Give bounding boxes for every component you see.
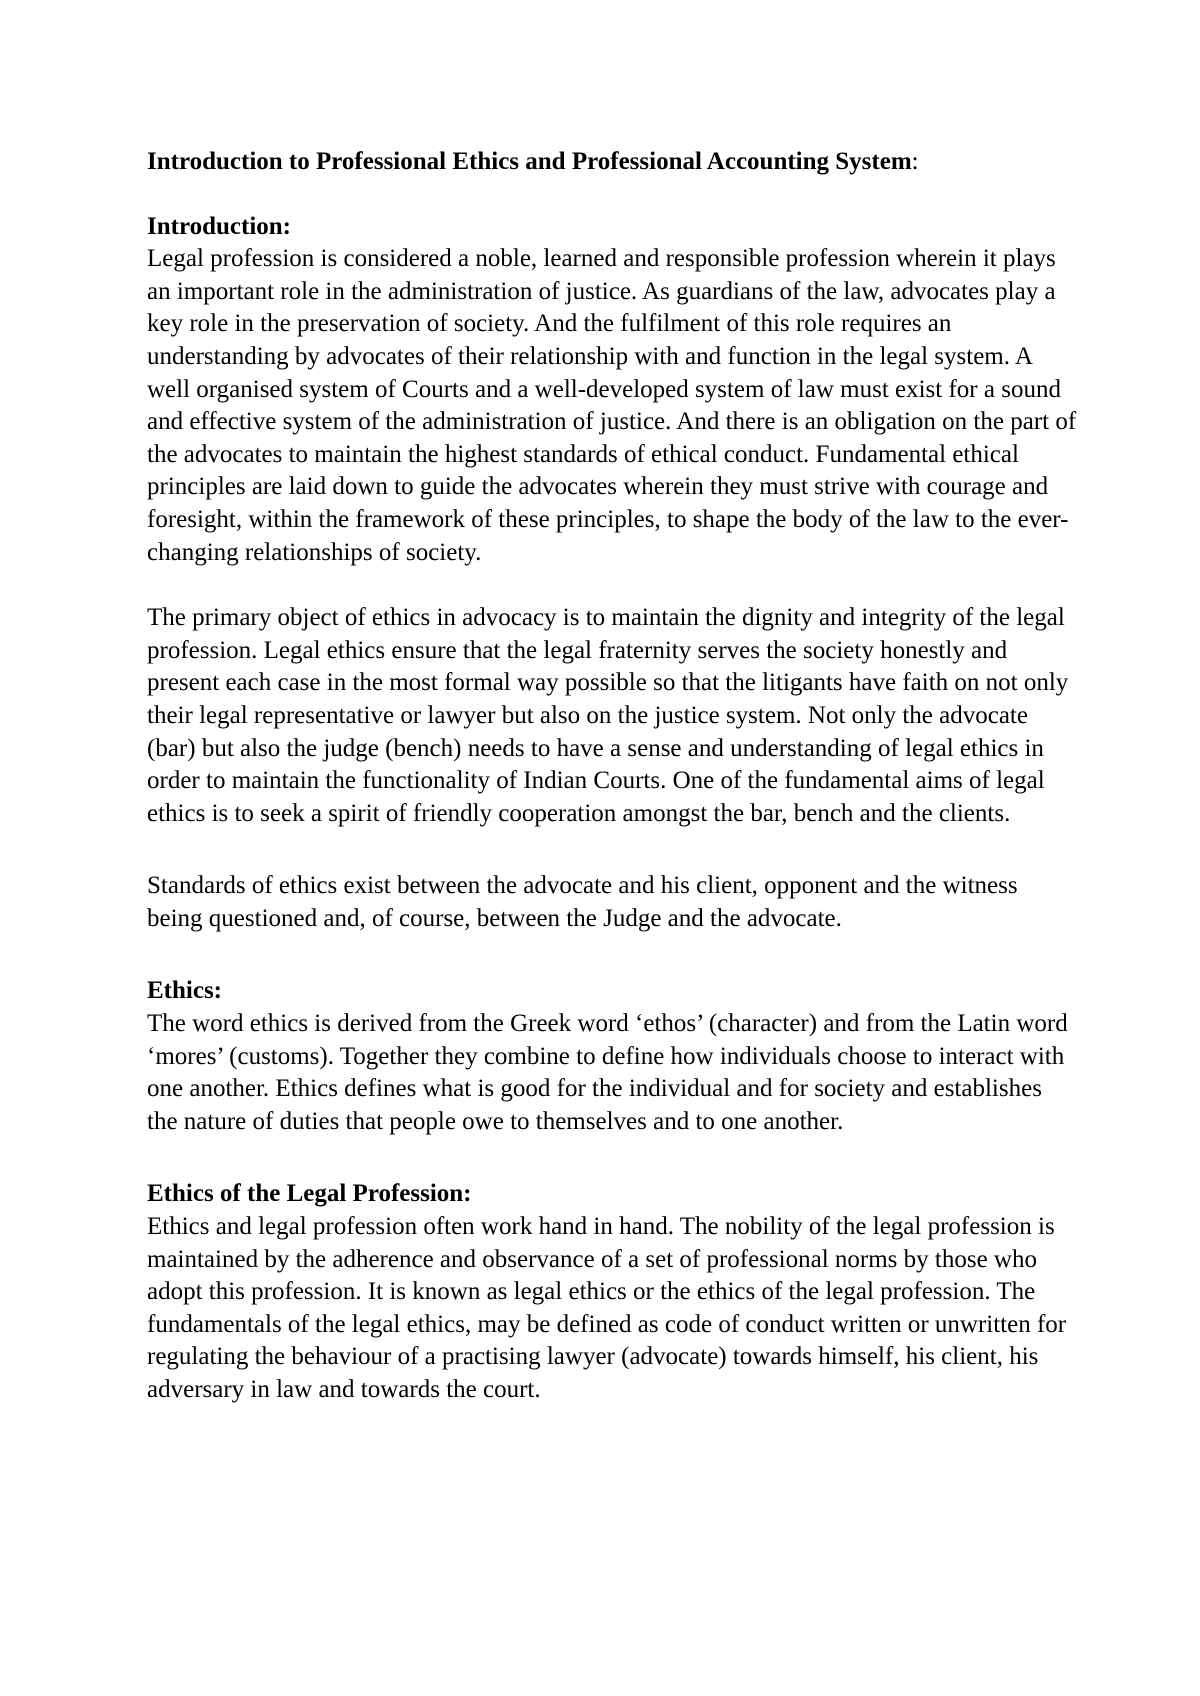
spacer [147, 1138, 1077, 1178]
spacer [147, 830, 1077, 870]
spacer [147, 935, 1077, 975]
section-ethics-legal-profession [147, 1178, 1077, 1406]
paragraph: The word ethics is derived from the Greek word ‘ethos’ (character) and from the Latin word ‘mores’ (customs). Together they combine to define how individuals choose to interact with one another. Ethics defines what is good for the individual and for society and establishes the nature of duties that people owe to themselves and to one another. [147, 1010, 1068, 1135]
section-ethics [147, 975, 1077, 1138]
spacer [147, 179, 1077, 211]
document-title-text: Introduction to Professional Ethics and Professional Accounting System [147, 148, 912, 175]
section-heading: Ethics of the Legal Profession: [147, 1180, 472, 1208]
paragraph: Ethics and legal profession often work hand in hand. The nobility of the legal profession is maintained by the adherence and observance of a set of professional norms by those who adopt this profession. It is known as legal ethics or the ethics of the legal profession. The fundamentals of the legal ethics, may be defined as code of conduct written or unwritten for regulating the behaviour of a practising lawyer (advocate) towards himself, his client, his adversary in law and towards the court. [147, 1213, 1067, 1403]
document-title [147, 146, 1077, 179]
paragraph: Legal profession is considered a noble, learned and responsible profession wherein it plays an important role in the administration of justice. As guardians of the law, advocates play a key role in the preservation of society. And the fulfilment of this role requires an understanding by advocates of their relationship with and function in the legal system. A well organised system of Courts and a well-developed system of law must exist for a sound and effective system of the administration of justice. And there is an obligation on the part of the advocates to maintain the highest standards of ethical conduct. Fundamental ethical principles are laid down to guide the advocates wherein they must strive with courage and foresight, within the framework of these principles, to shape the body of the law to the ever-changing relationships of society. [147, 245, 1077, 566]
section-heading: Introduction: [147, 212, 292, 240]
document-page [147, 146, 1077, 1407]
document-title-colon: : [911, 148, 919, 175]
section-heading: Ethics: [147, 977, 222, 1005]
paragraph: Standards of ethics exist between the advocate and his client, opponent and the witness being questioned and, of course, between the Judge and the advocate. [147, 872, 1018, 932]
paragraph: The primary object of ethics in advocacy is to maintain the dignity and integrity of the legal profession. Legal ethics ensure that the legal fraternity serves the society honestly and present each case in the most formal way possible so that the litigants have faith on not only their legal representative or lawyer but also on the justice system. Not only the advocate (bar) but also the judge (bench) needs to have a sense and understanding of legal ethics in order to maintain the functionality of Indian Courts. One of the fundamental aims of legal ethics is to seek a spirit of friendly cooperation amongst the bar, bench and the clients. [147, 604, 1069, 827]
section-introduction [147, 211, 1077, 936]
spacer [147, 569, 1077, 602]
